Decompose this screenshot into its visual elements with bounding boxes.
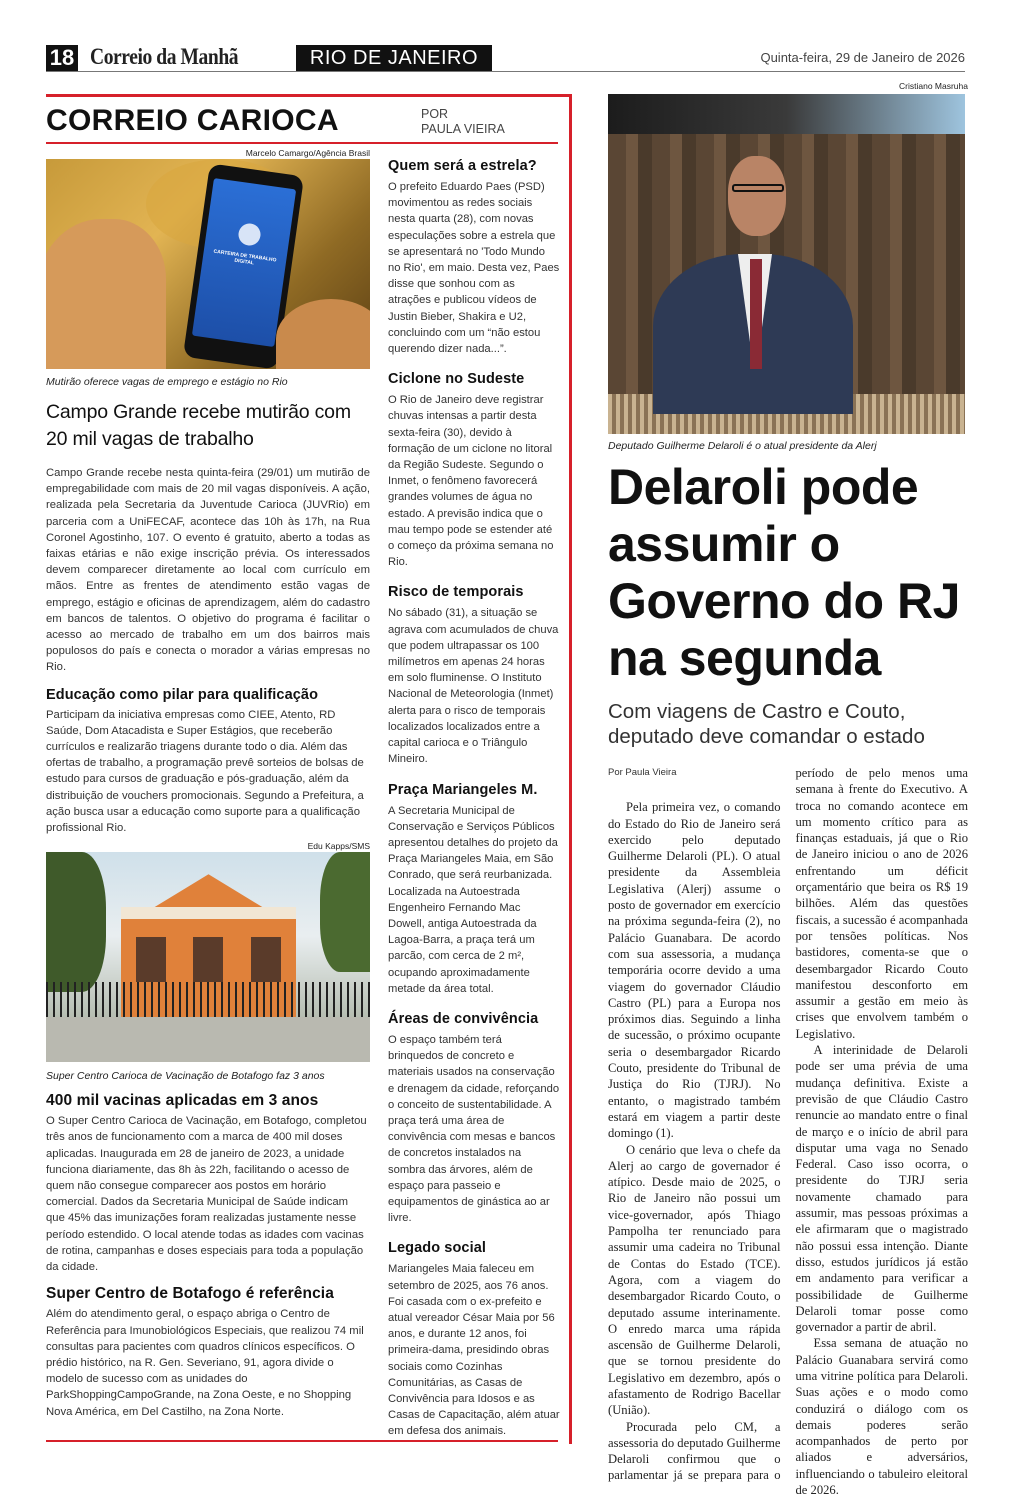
note-text: A Secretaria Municipal de Conservação e Serviços Públicos apresentou detalhes do projeto da Praça Mariangeles Maia, em São Conrado, que será reurbanizada. Localizada na Autoestrada Engenheiro Fernando Mac Dowell, antiga Autoestrada da Lagoa-Barra, a praça terá um parcão, com cerca de 2 m², ocupando aproximadamente metade da área total. <box>388 804 558 995</box>
building-photo <box>46 852 370 1062</box>
subheading: 400 mil vacinas aplicadas em 3 anos <box>46 1092 319 1110</box>
note-item <box>388 1238 560 1439</box>
section-label: RIO DE JANEIRO <box>296 45 492 71</box>
masthead: Correio da Manhã <box>90 44 239 69</box>
subheading: Educação como pilar para qualificação <box>46 686 319 703</box>
note-title: Risco de temporais <box>388 584 524 601</box>
column-byline <box>421 107 505 137</box>
note-title: Praça Mariangeles M. <box>388 781 538 798</box>
column-title: CORREIO CARIOCA <box>46 104 339 137</box>
subheadline: Com viagens de Castro e Couto, deputado deve comandar o estado <box>608 700 925 748</box>
notes-column <box>388 156 560 1452</box>
note-title: Quem será a estrela? <box>388 158 537 174</box>
note-item <box>388 369 560 570</box>
photo-caption: Super Centro Carioca de Vacinação de Botafogo faz 3 anos <box>46 1070 325 1083</box>
note-text: O Rio de Janeiro deve registrar chuvas intensas a partir desta sexta-feira (30), devido à formação de um ciclone no litoral da Região Sudeste. Segundo o Inmet, o fenômeno favorecerá grandes volumes de água no estado. A previsão indica que o mau tempo pode se estender até o começo da próxima semana no Rio. <box>388 394 554 569</box>
note-text: No sábado (31), a situação se agrava com acumulados de chuva que podem ultrapassar os 100 milímetros em apenas 24 horas em solo fluminense. O Instituto Nacional de Meteorologia (Inmet) alerta para o risco de temporais localizados localizados entre a capital carioca e o Triângulo Mineiro. <box>388 607 559 766</box>
note-item <box>388 780 560 997</box>
note-text: Mariangeles Maia faleceu em setembro de 2025, aos 76 anos. Foi casada com o ex-prefeito e atual vereador César Maia por 56 anos, e durante 12 anos, foi primeira-dama, presidindo obras sociais como Cozinhas Comunitárias, as Casas de Convivência para Idosos e as Casas de Capacitação, além atuar em defesa dos animais. <box>388 1263 560 1438</box>
column-side-rule <box>569 94 572 1444</box>
article-paragraph: Procurada pelo CM, a assessoria do deputado Guilherme Delaroli confirmou que o parlamentar já se prepara para o período de pelo menos uma semana à frente do Executivo. A troca no comando acontece em um momento crítico para as finanças estaduais, já que o Rio de Janeiro iniciou o ano de 2026 enfrentando um déficit orçamentário que beira os R$ 19 bilhões. Além das questões fiscais, a sucessão é acompanhada por tensões políticas. Nos bastidores, comenta-se que o desembargador Ricardo Couto manifestou desconforto em assumir a gestão em meio às crises que envolvem também o Legislativo. <box>608 766 968 1483</box>
page-number: 18 <box>46 45 78 71</box>
face <box>728 156 786 236</box>
article-paragraph: O cenário que leva o chefe da Alerj ao cargo de governador é atípico. Desde maio de 2025, o Rio de Janeiro não possui um vice-governador, após Thiago Pampolha ter renunciado para assumir uma cadeira no Tribunal de Contas do Estado (TCE). Agora, com a viagem do desembargador Ricardo Couto, o deputado assume interinamente. O enredo marca uma rápida ascensão de Guilherme Delaroli, que se tornou presidente do Legislativo em dezembro, após o afastamento de Rodrigo Bacellar (União). <box>608 1142 781 1418</box>
column-top-rule <box>46 94 572 97</box>
by-label: POR <box>421 107 449 121</box>
main-article <box>608 80 968 1498</box>
main-headline: Delaroli pode assumir o Governo do RJ na segunda <box>608 459 960 686</box>
article-paragraph: Essa semana de atuação no Palácio Guanabara servirá como uma vitrine política para Delaroli. Suas ações e o modo como conduzirá o diálogo com os demais poderes serão acompanhados de perto por aliados e adversários, influenciando o tabuleiro eleitoral de 2026. <box>795 1336 968 1498</box>
note-text: O prefeito Eduardo Paes (PSD) movimentou as redes sociais nesta quarta (28), com novas especulações sobre a estrela que se apresentará no 'Todo Mundo no Rio', em maio. Desta vez, Paes disse que sonhou com as atrações e publicou vídeos de Justin Bieber, Shakira e U2, concluindo com um “não estou querendo dizer nada...”. <box>388 181 560 356</box>
article-text: O Super Centro Carioca de Vacinação, em Botafogo, completou três anos de funcionamento com a marca de 400 mil doses aplicadas. Inaugurada em 28 de janeiro de 2023, a unidade funciona diariamente, das 8h às 22h, facilitando o acesso de quem não consegue comparecer aos postos em horário comercial. Dados da Secretaria Municipal de Saúde indicam que 45% das imunizações foram realizadas justamente nesse período estendido. O local atende todas as idades com vacinas de rotina, campanhas e doses especiais para toda a população da cidade. <box>46 1115 367 1274</box>
photo-caption: Deputado Guilherme Delaroli é o atual presidente da Alerj <box>608 440 877 452</box>
note-text: O espaço também terá brinquedos de concreto e materiais usados na conservação e drenagem da cidade, reforçando o conceito de sustentabilidade. A praça terá uma área de convivência com mesas e bancos de concretos instalados na sombra das árvores, além de espaço para passeio e equipamentos de ginástica ao ar livre. <box>388 1033 560 1225</box>
note-item <box>388 156 560 357</box>
note-item <box>388 1009 560 1226</box>
photo-credit: Edu Kapps/SMS <box>307 841 370 852</box>
photo-credit: Marcelo Camargo/Agência Brasil <box>245 148 370 158</box>
photo-caption: Mutirão oferece vagas de emprego e estágio no Rio <box>46 376 288 388</box>
issue-date: Quinta-feira, 29 de Janeiro de 2026 <box>760 50 965 65</box>
article-paragraph: A interinidade de Delaroli pode ser uma prévia de uma mudança definitiva. Existe a previsão de que Cláudio Castro renuncie ao mandato entre o final de março e o início de abril para disputar uma vaga no Senado Federal. Caso isso ocorra, o presidente do TJRJ seria novamente chamado para assumir, mas pessoas próximas a ele afirmaram que o magistrado não possui essa intenção. Diante disso, estudos jurídicos já estão em andamento para verificar a possibilidade de Guilherme Delaroli tomar posse como governador a partir de abril. <box>795 1043 968 1335</box>
article-text: Além do atendimento geral, o espaço abriga o Centro de Referência para Imunobiológicos Especiais, que realizou 74 mil consultas para pacientes com quadros clínicos específicos. O prédio histórico, na R. Gen. Severiano, 91, agora divide o modelo de sucesso com as unidades do ParkShoppingCampoGrande, na Zona Oeste, e no Shopping Nova América, em Del Castilho, na Zona Norte. <box>46 1308 364 1418</box>
note-title: Ciclone no Sudeste <box>388 371 525 388</box>
title-underline <box>46 142 558 144</box>
article-byline: Por Paula Vieira <box>608 767 677 778</box>
note-item <box>388 582 560 767</box>
subheading: Super Centro de Botafogo é referência <box>46 1285 334 1303</box>
article-body <box>608 765 968 1498</box>
deputy-photo <box>608 94 965 434</box>
note-title: Legado social <box>388 1240 486 1257</box>
left-column <box>46 147 370 1420</box>
article-headline: Campo Grande recebe mutirão com 20 mil vagas de trabalho <box>46 401 351 450</box>
article-paragraph: Pela primeira vez, o comando do Estado do Rio de Janeiro será exercido pelo deputado Guilherme Delaroli (PL). O atual presidente da Assembleia Legislativa (Alerj) assume o posto de governador em exercício na próxima segunda-feira (2), no Palácio Guanabara. De acordo com sua assessoria, a mudança temporária ocorre devido a uma viagem do governador Cláudio Castro (PL) para a Europa nos próximos dias. Seguindo a linha de sucessão, o próximo ocupante seria o desembargador Ricardo Couto, presidente do Tribunal de Justiça do Rio (TJRJ). No entanto, o magistrado também estará em viagem a partir deste domingo (1). <box>608 800 781 1141</box>
article-text: Campo Grande recebe nesta quinta-feira (29/01) um mutirão de empregabilidade com mais de 20 mil vagas disponíveis. A ação, realizada pela Secretaria da Juventude Carioca (JUVRio) em parceria com a UniFECAF, acontece das 10h às 17h, na Rua Coronel Agostinho, 107. O evento é gratuito, aberto a todas as faixas etárias e não exige inscrição prévia. Os interessados devem comparecer diretamente ao local com currículo em mãos. Entre as frentes de atendimento estão vagas de emprego, estágio e oficinas de aprendizagem, além do cadastro em bancos de talentos. O objetivo do programa é facilitar o acesso ao mercado de trabalho em um dos bairros mais populosos do país e conecta o morador a várias empresas no Rio. <box>46 467 370 674</box>
note-title: Áreas de convivência <box>388 1010 539 1027</box>
column-author: PAULA VIEIRA <box>421 122 505 136</box>
photo-credit: Cristiano Masruha <box>899 81 968 91</box>
article-text: Participam da iniciativa empresas como CIEE, Atento, RD Saúde, Dom Atacadista e Super Estágios, que receberão currículos e realizarão triagens durante todo o dia. Além das ofertas de trabalho, a programação prevê sorteios de bolsas de estudo para cursos de graduação e pós-graduação, além da distribuição de vouchers promocionais. Segundo a Prefeitura, a ação busca usar a educação como suporte para a qualificação profissional Rio. <box>46 708 364 835</box>
phone-photo <box>46 159 370 369</box>
phone-screen-text: CARTEIRA DE TRABALHO DIGITAL <box>213 248 277 267</box>
header-rule <box>46 71 965 72</box>
